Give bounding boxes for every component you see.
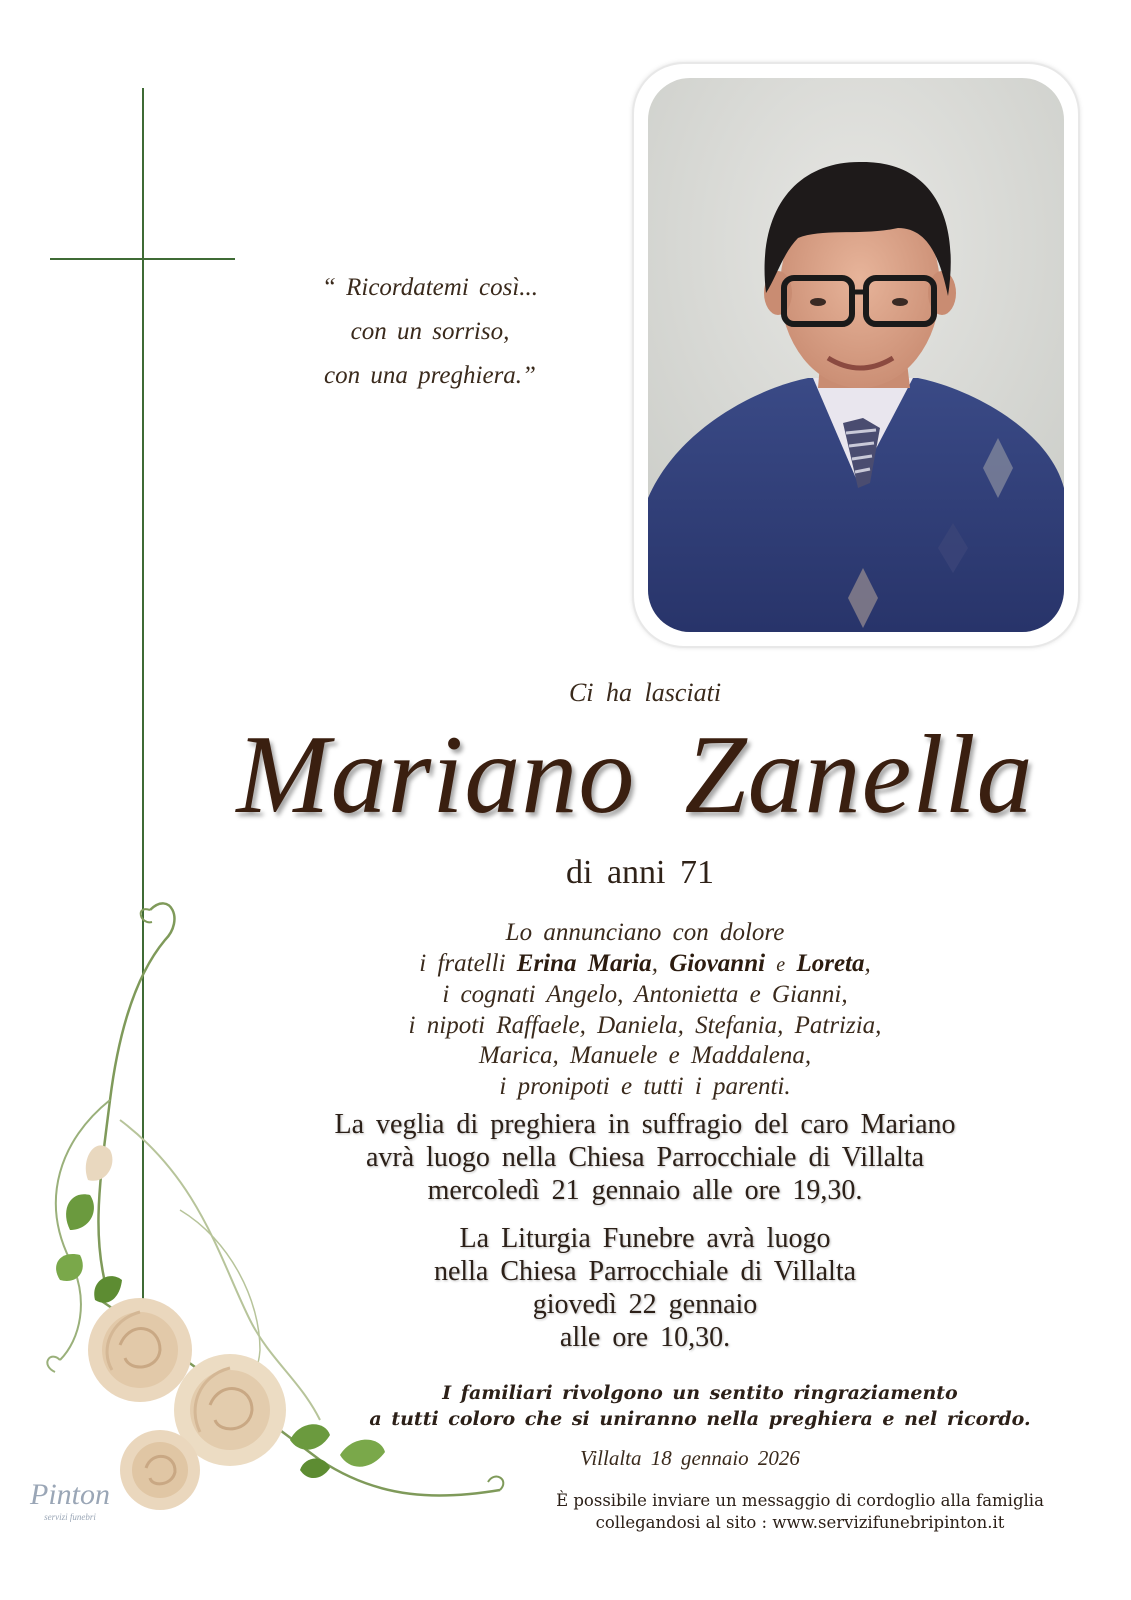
quote-line: con un sorriso, — [350, 318, 510, 345]
announce-line: i cognati Angelo, Antonietta e Gianni, — [442, 981, 848, 1008]
funeral-line: nella Chiesa Parrocchiale di Villalta — [433, 1256, 857, 1287]
vigil-line: mercoledì 21 gennaio alle ore 19,30. — [427, 1175, 863, 1206]
deceased-name: Mariano Zanella — [236, 713, 1034, 837]
thanks-line: a tutti coloro che si uniranno nella preghiera e nel ricordo. — [369, 1408, 1031, 1430]
memorial-quote — [250, 266, 610, 398]
sibling-name: Loreta — [796, 949, 865, 977]
announce-line: i nipoti Raffaele, Daniela, Stefania, Patrizia, — [408, 1011, 882, 1039]
sibling-name: Erina Maria — [516, 949, 652, 977]
condolence-footer — [500, 1490, 1100, 1534]
deceased-age: di anni 71 — [566, 854, 714, 891]
funeral-line: La Liturgia Funebre avrà luogo — [459, 1223, 831, 1254]
separator: , — [864, 949, 871, 977]
logo-tagline: servizi funebri — [44, 1512, 96, 1522]
announce-line: Marica, Manuele e Maddalena, — [478, 1042, 812, 1069]
portrait-photo — [648, 78, 1064, 632]
funeral-line: giovedì 22 gennaio — [532, 1289, 758, 1320]
funeral-line: alle ore 10,30. — [559, 1322, 731, 1353]
siblings-prefix: i fratelli — [419, 949, 506, 977]
cross-horizontal — [50, 258, 235, 260]
separator: , — [651, 949, 658, 977]
sibling-name: Giovanni — [669, 949, 766, 977]
quote-line: “ Ricordatemi così... — [321, 274, 539, 301]
place-date: Villalta 18 gennaio 2026 — [580, 1446, 800, 1470]
footer-line: È possibile inviare un messaggio di cordoglio alla famiglia — [556, 1491, 1044, 1510]
vigil-line: avrà luogo nella Chiesa Parrocchiale di Villalta — [365, 1142, 925, 1173]
logo-name: Pinton — [30, 1478, 110, 1511]
announce-line: Lo annunciano con dolore — [505, 919, 785, 946]
footer-website-line: collegandosi al sito : www.servizifunebripinton.it — [595, 1513, 1005, 1532]
thanks-line: I familiari rivolgono un sentito ringraziamento — [442, 1382, 958, 1404]
vigil-line: La veglia di preghiera in suffragio del caro Mariano — [334, 1109, 956, 1140]
intro-text: Ci ha lasciati — [568, 678, 722, 707]
pinton-logo — [20, 1472, 120, 1528]
announce-line: i pronipoti e tutti i parenti. — [499, 1072, 791, 1100]
conjunction: e — [776, 953, 786, 976]
quote-line: con una preghiera.” — [324, 362, 536, 389]
